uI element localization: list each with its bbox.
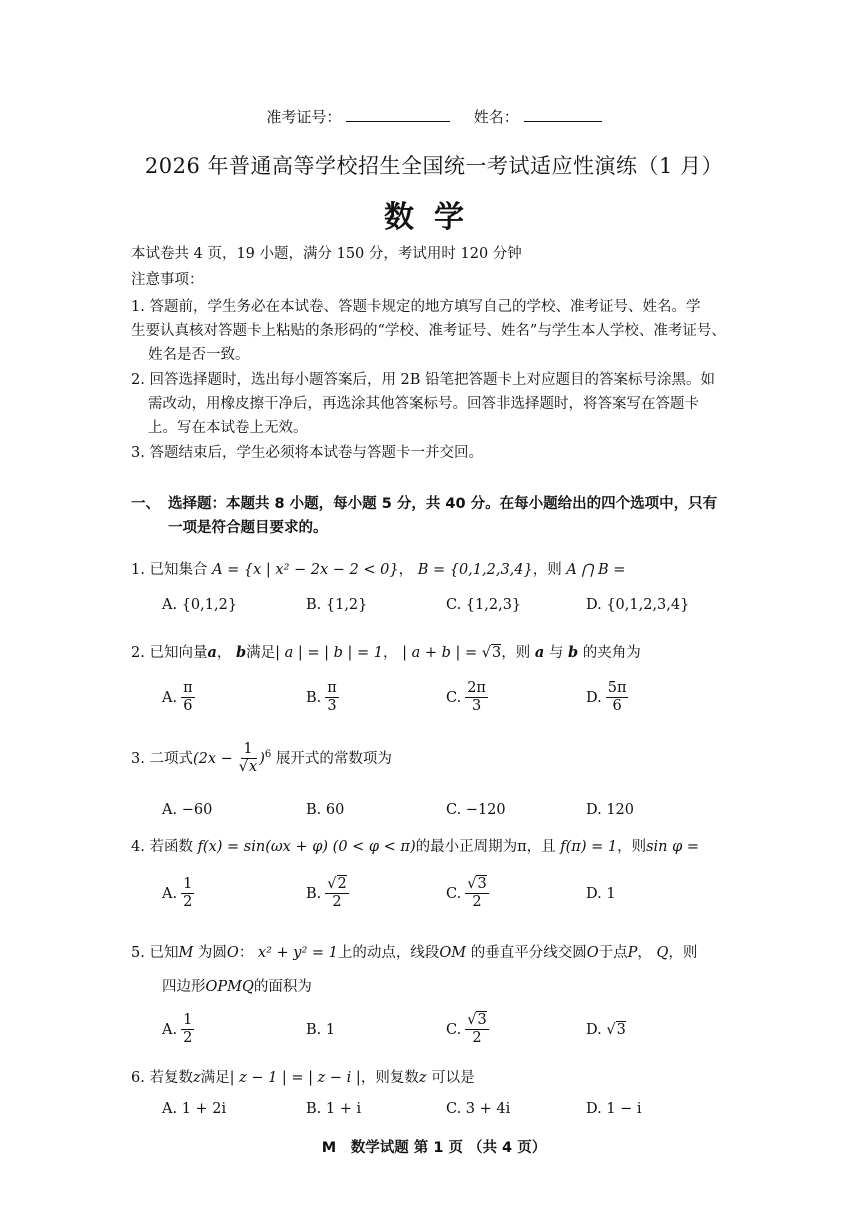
notice-2-line3: 上。写在本试卷上无效。 xyxy=(148,420,308,436)
circle-o: O xyxy=(226,945,239,961)
option-d xyxy=(586,802,634,818)
sqrt-value: 3 xyxy=(477,1012,487,1028)
option-label: D. xyxy=(586,597,602,613)
option-d xyxy=(586,886,616,902)
condition-expr: f(π) = 1 xyxy=(560,839,618,855)
option-label: B. xyxy=(306,1022,322,1038)
option-d xyxy=(586,1101,642,1117)
option-label: B. xyxy=(306,689,322,706)
option-text: 60 xyxy=(325,802,345,818)
binomial-close: ) xyxy=(259,750,265,767)
fraction-denominator: 2 xyxy=(183,894,193,911)
option-label: C. xyxy=(446,1101,462,1117)
question-text: 的垂直平分线交圆 xyxy=(470,945,587,961)
question-text: 满足 xyxy=(246,645,276,661)
notice-2-line2: 需改动，用橡皮擦干净后，再选涂其他答案标号。回答非选择题时，将答案写在答题卡 xyxy=(148,396,699,412)
question-5 xyxy=(131,941,697,962)
option-c xyxy=(446,680,488,716)
page-footer: M 数学试题 第 1 页 （共 4 页） xyxy=(321,1140,547,1156)
option-text: −60 xyxy=(181,802,213,818)
section-heading-line2: 一项是符合题目要求的。 xyxy=(168,520,328,536)
subject-title: 数学 xyxy=(384,200,484,235)
question-6 xyxy=(131,1066,475,1087)
option-label: C. xyxy=(446,689,462,706)
fraction xyxy=(325,680,339,716)
set-b-expr: B = {0,1,2,3,4} xyxy=(417,562,533,578)
fraction-numerator: π xyxy=(325,680,339,698)
question-number: 2. xyxy=(131,645,145,661)
fraction-denominator: 2 xyxy=(472,1030,482,1047)
question-text: ，则 xyxy=(501,645,531,661)
sqrt-value: 2 xyxy=(337,876,347,892)
option-label: D. xyxy=(586,1022,602,1038)
target-expr: sin φ = xyxy=(646,839,700,855)
question-2 xyxy=(131,641,641,662)
question-text: 的夹角为 xyxy=(582,645,641,661)
quadrilateral-opmq: OPMQ xyxy=(205,979,254,995)
fraction-numerator: 5π xyxy=(606,680,629,698)
option-a xyxy=(162,680,195,716)
question-5-line2 xyxy=(162,975,312,996)
option-text: 1 + 2i xyxy=(181,1101,227,1117)
question-text: 已知集合 xyxy=(149,562,208,578)
option-label: A. xyxy=(162,802,178,818)
punct: ， xyxy=(216,645,232,661)
option-label: D. xyxy=(586,802,602,818)
fraction xyxy=(325,876,348,912)
question-number: 3. xyxy=(131,750,145,767)
punct: ， xyxy=(398,562,414,578)
option-c xyxy=(446,1012,489,1048)
question-text: 与 xyxy=(548,645,564,661)
option-text: −120 xyxy=(465,802,506,818)
question-text: 为圆 xyxy=(197,945,227,961)
fraction-numerator xyxy=(325,876,348,894)
sqrt-value: x xyxy=(249,759,258,776)
segment-om: OM xyxy=(439,945,467,961)
sum-magnitude-expr: | a + b | = xyxy=(402,645,482,661)
option-label: D. xyxy=(586,886,602,902)
option-d xyxy=(586,597,689,613)
magnitude-expr: | a | = | b | = 1 xyxy=(275,645,383,661)
notice-3-line1: 3. 答题结束后，学生必须将本试卷与答题卡一并交回。 xyxy=(131,445,483,461)
option-text: 1 xyxy=(606,886,616,902)
notice-title: 注意事项： xyxy=(131,272,204,288)
fraction xyxy=(237,741,259,777)
question-text: 于点 xyxy=(598,945,628,961)
option-label: C. xyxy=(446,1021,462,1038)
fraction-numerator: 1 xyxy=(181,876,194,894)
question-number: 6. xyxy=(131,1070,145,1086)
option-text: 3 + 4i xyxy=(465,1101,511,1117)
fraction-denominator: 6 xyxy=(183,698,193,715)
question-text: 的最小正周期为 xyxy=(415,839,518,855)
question-text: 四边形 xyxy=(162,979,206,995)
fraction-numerator: π xyxy=(181,680,195,698)
fraction-numerator: 1 xyxy=(181,1012,194,1030)
option-label: B. xyxy=(306,597,322,613)
option-label: D. xyxy=(586,689,602,706)
option-label: A. xyxy=(162,885,178,902)
option-d xyxy=(586,680,628,716)
punct: ， xyxy=(382,645,398,661)
fraction xyxy=(465,1012,488,1048)
option-b xyxy=(306,597,367,613)
option-text: {0,1,2,3,4} xyxy=(606,597,690,613)
option-text: 1 + i xyxy=(325,1101,362,1117)
option-b xyxy=(306,876,349,912)
question-text: 的面积为 xyxy=(253,979,312,995)
option-text: {0,1,2} xyxy=(181,597,238,613)
question-text: 已知向量 xyxy=(149,645,208,661)
sqrt-value: 3 xyxy=(616,1022,626,1038)
fraction-denominator: 3 xyxy=(471,698,482,715)
complex-z: z xyxy=(418,1070,427,1086)
punct: ， xyxy=(637,945,652,961)
sqrt-value: 3 xyxy=(477,876,487,892)
option-text: {1,2,3} xyxy=(465,597,522,613)
fraction-denominator: 2 xyxy=(332,894,342,911)
fraction xyxy=(181,876,194,912)
name-blank[interactable] xyxy=(524,107,602,122)
complex-z: z xyxy=(192,1070,201,1086)
fraction-denominator: 2 xyxy=(472,894,482,911)
set-a-expr: A = {x | x² − 2x − 2 < 0} xyxy=(212,562,399,578)
option-text: 120 xyxy=(606,802,635,818)
exam-id-label: 准考证号： xyxy=(266,108,342,126)
question-text: ，则 xyxy=(532,562,562,578)
fraction xyxy=(181,1012,194,1048)
option-a xyxy=(162,1012,194,1048)
question-4 xyxy=(131,835,699,856)
option-c xyxy=(446,876,489,912)
option-label: D. xyxy=(586,1101,602,1117)
exam-info: 本试卷共 4 页，19 小题，满分 150 分，考试用时 120 分钟 xyxy=(131,246,522,262)
fraction-numerator xyxy=(465,876,488,894)
fraction xyxy=(181,680,195,716)
sqrt-value: 3 xyxy=(492,645,502,661)
option-label: C. xyxy=(446,885,462,902)
function-expr: f(x) = sin(ωx + φ) xyxy=(197,839,329,855)
fraction-denominator xyxy=(237,759,259,776)
circle-equation: x² + y² = 1 xyxy=(257,945,338,961)
question-number: 1. xyxy=(131,562,145,578)
sqrt-icon: √ xyxy=(481,645,491,661)
option-a xyxy=(162,802,212,818)
binomial-open: (2x − xyxy=(192,750,233,767)
question-number: 4. xyxy=(131,839,145,855)
section-heading-line1: 选择题：本题共 8 小题，每小题 5 分，共 40 分。在每小题给出的四个选项中，只有 xyxy=(168,496,718,512)
section-number: 一、 xyxy=(131,496,160,512)
option-label: A. xyxy=(162,689,178,706)
exam-id-blank[interactable] xyxy=(346,107,450,122)
option-text: {1,2} xyxy=(325,597,368,613)
question-text: 展开式的常数项为 xyxy=(275,750,392,767)
question-text: 二项式 xyxy=(149,750,193,767)
fraction-denominator: 2 xyxy=(183,1030,193,1047)
sqrt-icon: √ xyxy=(467,1012,477,1028)
fraction xyxy=(465,680,488,716)
question-1 xyxy=(131,558,625,579)
vector-b: b xyxy=(567,644,579,661)
question-text: 若函数 xyxy=(149,839,193,855)
modulus-expr: | z − 1 | = | z − i | xyxy=(229,1070,361,1086)
fraction-denominator: 6 xyxy=(612,698,622,715)
option-text: 1 xyxy=(325,1022,336,1038)
sqrt-icon: √ xyxy=(467,876,477,892)
question-text: ，且 xyxy=(526,839,556,855)
option-b xyxy=(306,802,344,818)
option-label: B. xyxy=(306,885,322,902)
candidate-header xyxy=(0,106,868,127)
question-text: 上的动点，线段 xyxy=(337,945,440,961)
option-label: B. xyxy=(306,802,322,818)
question-text: 已知 xyxy=(149,945,179,961)
option-c xyxy=(446,597,521,613)
option-label: B. xyxy=(306,1101,322,1117)
punct: ： xyxy=(238,945,254,961)
sqrt-icon: √ xyxy=(327,876,337,892)
question-text: 若复数 xyxy=(149,1070,193,1086)
vector-b: b xyxy=(235,644,247,661)
notice-1-line3: 姓名是否一致。 xyxy=(148,347,250,363)
question-text: ，则 xyxy=(617,839,647,855)
option-text: 1 − i xyxy=(606,1101,642,1117)
option-label: C. xyxy=(446,597,462,613)
question-3 xyxy=(131,741,392,777)
fraction-numerator: 2π xyxy=(465,680,488,698)
circle-o: O xyxy=(586,945,599,961)
fraction xyxy=(465,876,488,912)
option-a xyxy=(162,597,237,613)
notice-1-line1: 1. 答题前，学生务必在本试卷、答题卡规定的地方填写自己的学校、准考证号、姓名。学 xyxy=(131,299,701,315)
sqrt-icon: √ xyxy=(606,1022,616,1038)
vector-a: a xyxy=(534,644,545,661)
question-text: 满足 xyxy=(200,1070,230,1086)
notice-2-line1: 2. 回答选择题时，选出每小题答案后，用 2B 铅笔把答题卡上对应题目的答案标号涂黑。如 xyxy=(131,372,716,388)
fraction-denominator: 3 xyxy=(327,698,337,715)
fraction-numerator xyxy=(465,1012,488,1030)
phi-range-expr: (0 < φ < π) xyxy=(332,839,416,855)
name-label: 姓名： xyxy=(473,108,519,126)
point-m: M xyxy=(178,945,194,961)
option-a xyxy=(162,876,194,912)
option-b xyxy=(306,1022,335,1038)
vector-a: a xyxy=(207,644,217,661)
option-label: A. xyxy=(162,597,178,613)
exponent: 6 xyxy=(264,749,272,761)
sqrt-icon: √ xyxy=(238,759,249,776)
option-d xyxy=(586,1022,626,1038)
option-c xyxy=(446,802,506,818)
question-text: ，则复数 xyxy=(360,1070,419,1086)
pi-symbol: π xyxy=(517,839,527,855)
option-a xyxy=(162,1101,226,1117)
question-number: 5. xyxy=(131,945,145,961)
intersection-expr: A ⋂ B = xyxy=(566,562,626,578)
fraction xyxy=(606,680,629,716)
option-c xyxy=(446,1101,510,1117)
exam-title: 2026 年普通高等学校招生全国统一考试适应性演练（1 月） xyxy=(144,154,724,178)
option-b xyxy=(306,680,339,716)
notice-1-line2: 生要认真核对答题卡上粘贴的条形码的“学校、准考证号、姓名”与学生本人学校、准考证号、 xyxy=(131,323,726,339)
fraction-numerator: 1 xyxy=(241,741,254,759)
question-text: 可以是 xyxy=(431,1070,475,1086)
question-text: ，则 xyxy=(668,945,698,961)
option-label: A. xyxy=(162,1021,178,1038)
point-q: Q xyxy=(656,945,669,961)
point-p: P xyxy=(627,945,638,961)
option-b xyxy=(306,1101,361,1117)
option-label: A. xyxy=(162,1101,178,1117)
option-label: C. xyxy=(446,802,462,818)
